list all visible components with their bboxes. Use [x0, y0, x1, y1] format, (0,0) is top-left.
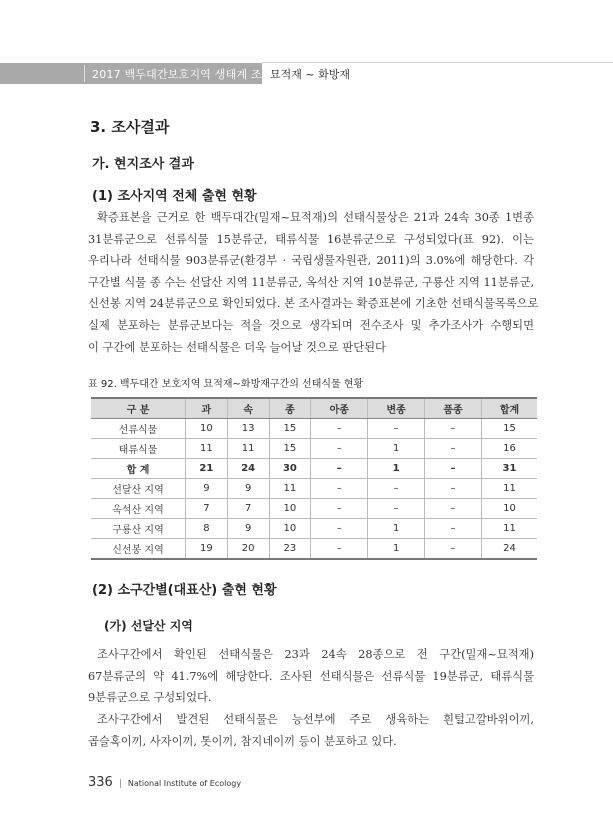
table-cell: –	[425, 499, 482, 519]
table-cell: 8	[186, 519, 228, 539]
table-cell: 24	[481, 539, 537, 560]
footer-organization: National Institute of Ecology	[127, 779, 242, 788]
table-cell: 15	[481, 419, 537, 439]
table-cell: 9	[227, 519, 269, 539]
table-cell: 31	[481, 459, 537, 479]
row-label: 신선봉 지역	[91, 539, 186, 560]
table-cell: 7	[227, 499, 269, 519]
table-cell: 1	[368, 459, 425, 479]
paragraph-overall	[88, 207, 539, 358]
column-header: 종	[269, 398, 311, 419]
row-label: 선달산 지역	[91, 479, 186, 499]
table-row	[91, 419, 537, 439]
table-cell: –	[425, 539, 482, 560]
section-title: 3. 조사결과	[90, 118, 170, 136]
running-header-section: 묘적재 ~ 화방재	[270, 68, 350, 81]
text-line: 조사구간에서 확인된 선태식물은 23과 24속 28종으로 전 구간(밀재~묘적재)	[97, 648, 534, 661]
table-cell: –	[311, 479, 368, 499]
column-header: 아종	[311, 398, 368, 419]
table-cell: 19	[186, 539, 228, 560]
table-cell: 11	[186, 439, 228, 459]
text-line: 곱슬혹이끼, 사자이끼, 톳이끼, 참지네이끼 등이 분포하고 있다.	[88, 734, 397, 748]
heading-subsections: (2) 소구간별(대표산) 출현 현황	[92, 583, 277, 598]
text-line: 신선봉 지역 24분류군으로 확인되었다. 본 조사결과는 확증표본에 기초한 선태식물목록으로	[88, 297, 539, 311]
column-header: 품종	[425, 398, 482, 419]
table-cell: 15	[269, 419, 311, 439]
row-label: 합 계	[91, 459, 186, 479]
subsection-title: 가. 현지조사 결과	[92, 157, 194, 172]
table-cell: 10	[481, 499, 537, 519]
table-cell: 21	[186, 459, 228, 479]
page-footer	[88, 771, 241, 790]
row-label: 선류식물	[91, 419, 186, 439]
table-row	[91, 479, 537, 499]
table-cell: –	[425, 419, 482, 439]
column-header: 속	[227, 398, 269, 419]
table-cell: 24	[227, 459, 269, 479]
table-cell: 11	[481, 519, 537, 539]
table-row	[91, 459, 537, 479]
column-header: 과	[186, 398, 228, 419]
table-cell: –	[311, 519, 368, 539]
text-line: 확증표본을 근거로 한 백두대간(밀재~묘적재)의 선태식물상은 21과 24속 30종 1변종	[97, 211, 534, 224]
table-cell: –	[425, 439, 482, 459]
table-cell: –	[368, 499, 425, 519]
table-cell: –	[425, 479, 482, 499]
table-cell: 11	[227, 439, 269, 459]
table-cell: 1	[368, 439, 425, 459]
table-cell: 13	[227, 419, 269, 439]
table-cell: –	[311, 459, 368, 479]
table-cell: 16	[481, 439, 537, 459]
table-cell: 1	[368, 539, 425, 560]
text-line: 이 구간에 분포하는 선태식물은 더욱 늘어날 것으로 판단된다	[88, 340, 386, 354]
paragraph-seondalsan-2	[88, 709, 534, 752]
table-caption: 표 92. 백두대간 보호지역 묘적재~화방재구간의 선태식물 현황	[88, 379, 364, 390]
heading-seondalsan: (가) 선달산 지역	[104, 619, 193, 633]
running-header-title: 2017 백두대간보호지역 생태계 조사	[92, 68, 273, 81]
text-line: 31분류군으로 선류식물 15분류군, 태류식물 16분류군으로 구성되었다(표 92). 이는	[88, 232, 534, 246]
table-cell: –	[425, 459, 482, 479]
table-cell: 7	[186, 499, 228, 519]
table-cell: –	[425, 519, 482, 539]
table-cell: 10	[269, 499, 311, 519]
table-cell: 20	[227, 539, 269, 560]
text-line: 9분류군으로 구성되었다.	[88, 691, 212, 705]
row-label: 태류식물	[91, 439, 186, 459]
table-row	[91, 519, 537, 539]
table-cell: 10	[186, 419, 228, 439]
table-cell: 10	[269, 519, 311, 539]
text-line: 실제 분포하는 분류군보다는 적을 것으로 생각되며 전수조사 및 추가조사가 수행되면	[88, 318, 534, 332]
column-header: 변종	[368, 398, 425, 419]
table-cell: –	[368, 479, 425, 499]
footer-separator: |	[118, 779, 122, 789]
page-number: 336	[88, 775, 113, 790]
table-cell: –	[311, 439, 368, 459]
table-row	[91, 539, 537, 560]
table-cell: 15	[269, 439, 311, 459]
table-cell: –	[311, 499, 368, 519]
table-cell: 9	[227, 479, 269, 499]
row-label: 옥석산 지역	[91, 499, 186, 519]
text-line: 67분류군의 약 41.7%에 해당한다. 조사된 선태식물은 선류식물 19분류군, 태류식물	[88, 669, 534, 683]
heading-overall: (1) 조사지역 전체 출현 현황	[92, 189, 257, 204]
table-cell: 11	[481, 479, 537, 499]
table-row	[91, 439, 537, 459]
table-cell: –	[311, 419, 368, 439]
bryophyte-table	[91, 397, 537, 560]
table-cell: –	[311, 539, 368, 560]
column-header: 합계	[481, 398, 537, 419]
header-rule	[262, 62, 613, 63]
table-cell: 11	[269, 479, 311, 499]
table-row	[91, 499, 537, 519]
table-cell: 23	[269, 539, 311, 560]
row-label: 구룡산 지역	[91, 519, 186, 539]
text-line: 우리나라 선태식물 903분류군(환경부 · 국립생물자원관, 2011)의 3.0%에 해당한다. 각	[88, 254, 534, 268]
paragraph-seondalsan-1	[88, 644, 534, 709]
table-cell: 9	[186, 479, 228, 499]
column-header: 구 분	[91, 398, 186, 419]
table-cell: 1	[368, 519, 425, 539]
table-cell: 30	[269, 459, 311, 479]
table-header-row	[91, 398, 537, 419]
text-line: 구간별 식물 종 수는 선달산 지역 11분류군, 옥석산 지역 10분류군, 구룡산 지역 11분류군,	[88, 275, 535, 289]
text-line: 조사구간에서 발견된 선태식물은 능선부에 주로 생육하는 흰털고깔바위이끼,	[97, 713, 534, 726]
table-cell: –	[368, 419, 425, 439]
